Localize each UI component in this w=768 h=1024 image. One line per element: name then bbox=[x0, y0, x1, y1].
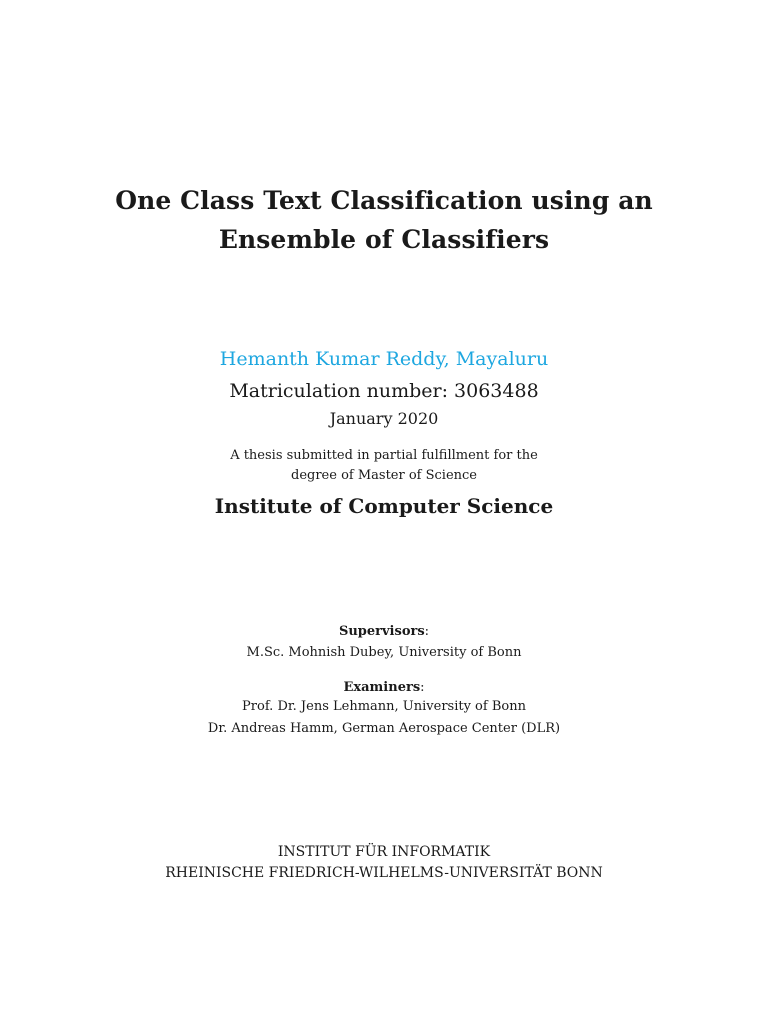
footer-university: RHEINISCHE FRIEDRICH-WILHELMS-UNIVERSITÄT BONN bbox=[165, 865, 603, 881]
examiner-name-1: Prof. Dr. Jens Lehmann, University of Bonn bbox=[242, 699, 526, 714]
thesis-statement-line-2: degree of Master of Science bbox=[291, 468, 477, 483]
examiner-name-2: Dr. Andreas Hamm, German Aerospace Center (DLR) bbox=[207, 721, 561, 736]
thesis-title-line-2: Ensemble of Classifiers bbox=[218, 225, 550, 254]
supervisors-label: Supervisors bbox=[338, 624, 425, 639]
examiners-colon: : bbox=[420, 680, 425, 695]
institute-name: Institute of Computer Science bbox=[214, 494, 554, 518]
examiners-label: Examiners bbox=[343, 680, 421, 695]
thesis-title-line-1: One Class Text Classification using an bbox=[115, 186, 653, 215]
thesis-statement-line-1: A thesis submitted in partial fulfillment for the bbox=[230, 448, 538, 463]
examiners-heading bbox=[24, 681, 744, 694]
supervisors-heading bbox=[24, 625, 744, 638]
supervisor-name: M.Sc. Mohnish Dubey, University of Bonn bbox=[246, 645, 522, 660]
supervisors-colon: : bbox=[424, 624, 430, 639]
author-name: Hemanth Kumar Reddy, Mayaluru bbox=[219, 348, 549, 370]
submission-date: January 2020 bbox=[329, 409, 439, 428]
footer-institute: INSTITUT FÜR INFORMATIK bbox=[277, 844, 491, 860]
matriculation-number: Matriculation number: 3063488 bbox=[229, 380, 539, 402]
